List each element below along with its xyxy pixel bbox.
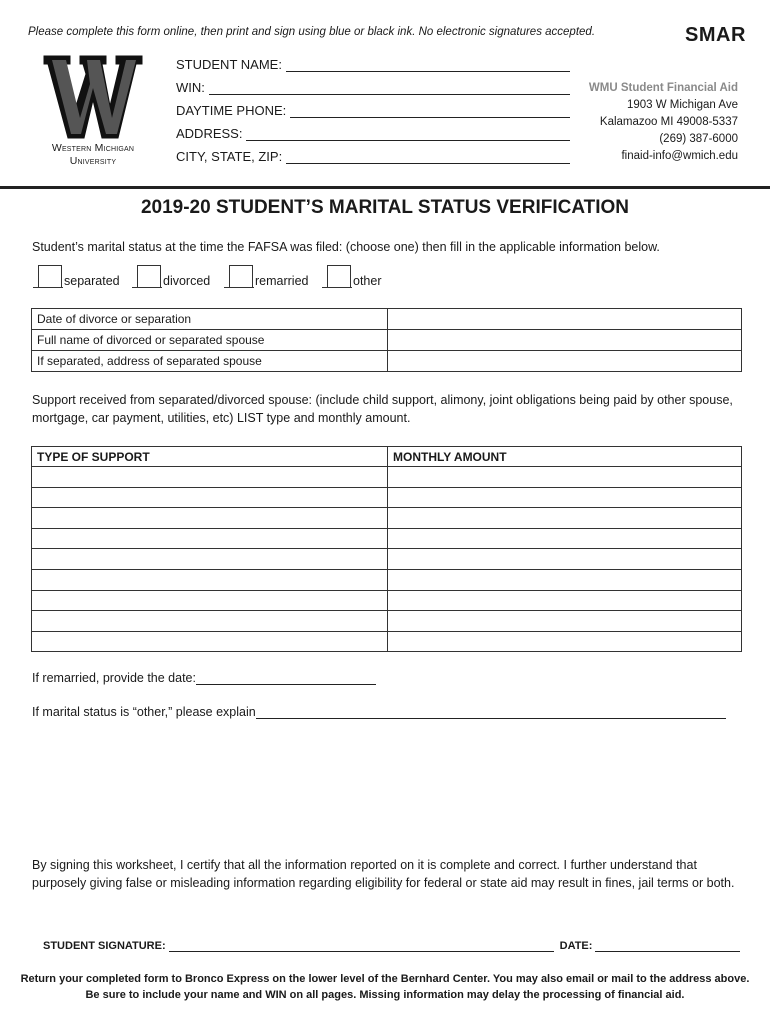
- student-name-field[interactable]: [176, 54, 570, 72]
- support-type-cell[interactable]: [32, 549, 388, 570]
- date-label: DATE:: [559, 940, 593, 952]
- other-explain-field[interactable]: [32, 703, 726, 719]
- option-label: other: [353, 274, 382, 288]
- support-amount-cell[interactable]: [388, 631, 742, 652]
- certification-text: By signing this worksheet, I certify that all the information reported on it is complete and correct. I further understand that purposely giving false or misleading information regarding eligibility for federal or state aid may result in fines, jail terms or both.: [32, 858, 735, 890]
- university-line1: Western Michigan: [51, 142, 135, 154]
- table-row: [32, 508, 742, 529]
- table-row: [32, 569, 742, 590]
- field-line[interactable]: [209, 81, 570, 95]
- return-instructions: [0, 971, 770, 1003]
- field-line[interactable]: [246, 127, 570, 141]
- table-row: [32, 351, 742, 372]
- table-row: [32, 487, 742, 508]
- row-input[interactable]: [388, 351, 742, 372]
- return-line-2: Be sure to include your name and WIN on all pages. Missing information may delay the processing of financial aid.: [85, 989, 685, 1001]
- office-address: [589, 80, 738, 165]
- row-input[interactable]: [388, 330, 742, 351]
- field-line[interactable]: [286, 58, 570, 72]
- option-remarried[interactable]: [229, 262, 309, 288]
- university-name: [30, 142, 156, 168]
- daytime-phone-field[interactable]: [176, 100, 570, 118]
- monthly-amount-header: MONTHLY AMOUNT: [388, 447, 742, 467]
- support-amount-cell[interactable]: [388, 467, 742, 488]
- checkbox[interactable]: [229, 265, 253, 288]
- option-label: separated: [64, 274, 120, 288]
- other-explain-label: If marital status is “other,” please explain: [32, 705, 256, 719]
- table-row: [32, 528, 742, 549]
- field-label: CITY, STATE, ZIP:: [176, 149, 283, 164]
- option-divorced[interactable]: [137, 262, 210, 288]
- type-of-support-header: TYPE OF SUPPORT: [32, 447, 388, 467]
- form-code: SMAR: [685, 24, 746, 46]
- form-title: 2019-20 STUDENT’S MARITAL STATUS VERIFICATION: [140, 197, 630, 218]
- signature-row: [43, 938, 740, 952]
- support-amount-cell[interactable]: [388, 508, 742, 529]
- support-amount-cell[interactable]: [388, 549, 742, 570]
- status-question: Student’s marital status at the time the FAFSA was filed: (choose one) then fill in the applicable information below.: [32, 240, 660, 254]
- support-type-cell[interactable]: [32, 487, 388, 508]
- support-type-cell[interactable]: [32, 467, 388, 488]
- return-line-1: Return your completed form to Bronco Express on the lower level of the Bernhard Center. You may also email or mail to the address above.: [20, 973, 750, 985]
- w-logo-icon: [44, 56, 142, 138]
- support-question: Support received from separated/divorced spouse: (include child support, alimony, joint obligations being paid by other spouse, mortgage, car payment, utilities, etc) LIST type and monthly amount.: [32, 393, 733, 425]
- support-amount-cell[interactable]: [388, 611, 742, 632]
- support-type-cell[interactable]: [32, 508, 388, 529]
- option-label: divorced: [163, 274, 211, 288]
- checkbox[interactable]: [38, 265, 62, 288]
- checkbox[interactable]: [327, 265, 351, 288]
- address-field[interactable]: [176, 123, 570, 141]
- win-field[interactable]: [176, 77, 570, 95]
- field-label: WIN:: [176, 80, 205, 95]
- instructions-text: Please complete this form online, then print and sign using blue or black ink. No electronic signatures accepted.: [28, 26, 596, 38]
- option-other[interactable]: [327, 262, 382, 288]
- table-header-row: [32, 447, 742, 467]
- office-email: finaid-info@wmich.edu: [621, 150, 738, 162]
- field-label: DAYTIME PHONE:: [176, 103, 287, 118]
- field-line[interactable]: [286, 150, 570, 164]
- table-row: [32, 611, 742, 632]
- support-type-cell[interactable]: [32, 611, 388, 632]
- table-row: [32, 590, 742, 611]
- support-type-cell[interactable]: [32, 569, 388, 590]
- support-amount-cell[interactable]: [388, 590, 742, 611]
- signature-line[interactable]: [169, 941, 554, 952]
- other-explain-line[interactable]: [256, 706, 726, 719]
- row-input[interactable]: [388, 309, 742, 330]
- table-row: [32, 309, 742, 330]
- divorce-details-table: [31, 308, 742, 372]
- support-type-cell[interactable]: [32, 590, 388, 611]
- office-phone: (269) 387-6000: [659, 133, 738, 145]
- remarried-date-label: If remarried, provide the date:: [32, 671, 196, 685]
- office-street: 1903 W Michigan Ave: [626, 99, 738, 111]
- row-label: If separated, address of separated spouse: [32, 351, 388, 372]
- date-line[interactable]: [595, 941, 740, 952]
- city-state-zip-field[interactable]: [176, 146, 570, 164]
- header-divider: [0, 186, 770, 189]
- support-amount-cell[interactable]: [388, 487, 742, 508]
- checkbox[interactable]: [137, 265, 161, 288]
- office-city: Kalamazoo MI 49008-5337: [599, 116, 738, 128]
- option-label: remarried: [255, 274, 309, 288]
- support-type-cell[interactable]: [32, 631, 388, 652]
- support-table: [31, 446, 742, 652]
- support-type-cell[interactable]: [32, 528, 388, 549]
- option-separated[interactable]: [38, 262, 120, 288]
- remarried-date-line[interactable]: [196, 672, 376, 685]
- table-row: [32, 631, 742, 652]
- support-amount-cell[interactable]: [388, 569, 742, 590]
- field-label: ADDRESS:: [176, 126, 243, 141]
- office-name: WMU Student Financial Aid: [588, 82, 738, 94]
- remarried-date-field[interactable]: [32, 669, 376, 685]
- row-label: Date of divorce or separation: [32, 309, 388, 330]
- table-row: [32, 330, 742, 351]
- row-label: Full name of divorced or separated spouse: [32, 330, 388, 351]
- table-row: [32, 467, 742, 488]
- table-row: [32, 549, 742, 570]
- university-line2: University: [69, 155, 117, 167]
- support-amount-cell[interactable]: [388, 528, 742, 549]
- field-line[interactable]: [290, 104, 570, 118]
- wmu-logo: [30, 52, 156, 142]
- field-label: STUDENT NAME:: [176, 57, 282, 72]
- signature-label: STUDENT SIGNATURE:: [43, 940, 166, 952]
